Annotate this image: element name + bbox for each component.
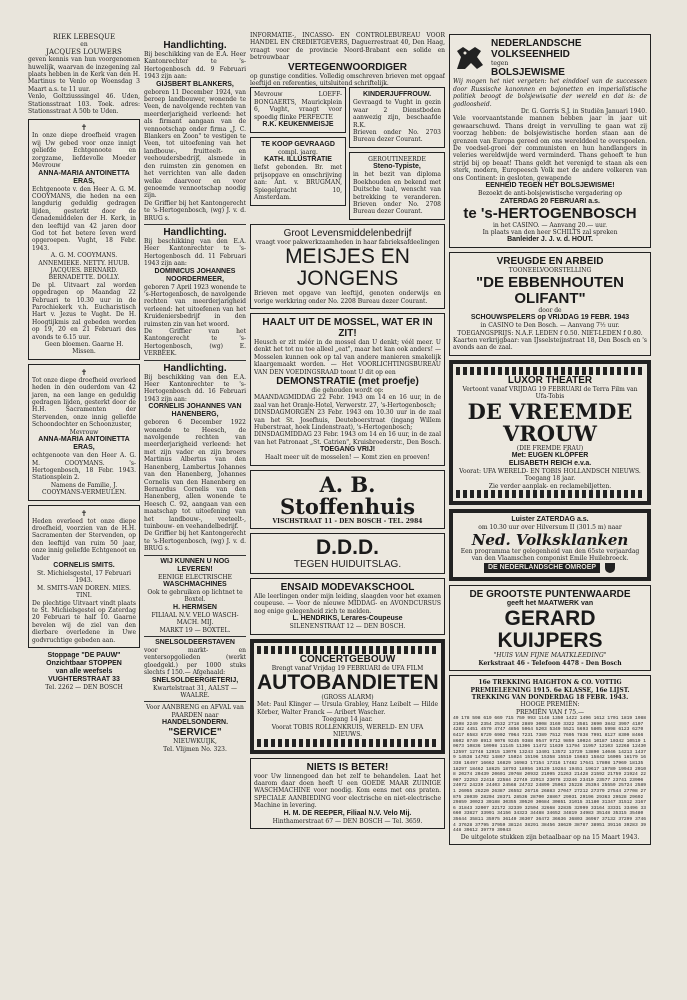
person-name: GIJSBERT BLANKERS,: [156, 80, 234, 88]
notice-signature: De Griffier van het Kantongerecht te 's-Hertogenbosch, (wg) E. VERBEEK.: [144, 328, 246, 358]
vreugde-arbeid-ad: [449, 252, 651, 355]
divider: [144, 701, 246, 702]
ad-cinema: CONCERTGEBOUW: [299, 653, 396, 665]
family-names: Namens de Familie, J. COOYMANS-VERMEULEN.: [42, 481, 126, 497]
ad-address: SILENENSTRAAT 12 — DEN BOSCH.: [289, 623, 406, 631]
ad-line: Vertoont vanaf VRIJDAG 19 FEBRUARI de Terra Film van Ufa-Tobis: [462, 385, 638, 401]
ad-play-title: "DE EBBENHOUTEN OLIFANT": [476, 273, 624, 307]
film-strip: [456, 490, 644, 498]
ad-slogan: EENHEID TEGEN HET BOLSJEWISME!: [485, 182, 615, 190]
divider: [144, 224, 246, 225]
ad-session: DINSDAGMIDDAG 23 Febr. 1943 om 14 en 16 uur, in de zaal van het Patronaat „St. Catrien", Kruisbroederstr., Den Bosch.: [254, 431, 441, 446]
org-name: VOLKSEENHEID: [491, 49, 570, 60]
column-1: [28, 30, 140, 1000]
ad-text: voor markt- en ventersopgolieden (werkt gloedgekl.) per 1000 stuks slechts f 150.— Afgehaald:: [144, 647, 246, 677]
kinderjuffrouw-ad: [349, 87, 445, 147]
divider: [144, 360, 246, 361]
ad-line: Luister ZATERDAG a.s.: [511, 516, 589, 524]
ad-line: In plaats van den heer SCHILTS zal spreken: [482, 228, 618, 236]
campaign-title: BOLSJEWISME: [491, 67, 565, 79]
ad-title: KINDERJUFFROUW.: [362, 91, 432, 99]
ddd-ad: [250, 533, 445, 574]
ad-text: Vele voorvaantstande mannen hebben jaar in jaar uit gewaarschuwd. Thans dreigt in vervulling te gaan wat zij voorzag hebben: de bolsjewistische horden staan aan de grenzen van Europa gereed om ons werelddeel te overspoelen. De voedsel-groei der communisten en hun handlangers in veleries wereldwijde werd verminderd. Thans gehoeft te hun strijd bij op beaat! Thans geldt het verenigd te staan als een sterk, modern, Europeesch Volk met de andere volkeren van ons Continent: in gesloten, gewapende: [453, 115, 647, 182]
kuijpers-ad: [449, 585, 651, 671]
ad-line: om 10.30 uur over Hilversum II (301.5 m) naar: [478, 524, 622, 532]
handlichting-noordermeer: [144, 227, 246, 358]
ad-film-subtitle: (GROSS ALARM): [321, 694, 374, 702]
ad-line: GEROUTINEERDE: [368, 155, 426, 163]
ad-title: D.D.D.: [316, 536, 379, 560]
ad-program-title: Ned. Volksklanken: [471, 530, 629, 549]
ad-line: Zie verder aanplak- en reclamebiljetten.: [488, 482, 612, 490]
volkseenheid-ad: [449, 34, 651, 248]
funeral-info: De plechtige Uitvaart vindt plaats te St. Michielsgestel op Zaterdag 20 Februari te half 10. Gaarne bevelen wij de ziel van den dierbare overledene in Uwe godvruchtige gebeden aan.: [32, 599, 136, 644]
lottery-numbers: 49 178 598 619 669 715 750 993 1148 1350 1422 1496 1612 1701 1819 1988 2108 2249 2354 2532 2718 2889 3008 3169 3322 3581 3690 3842 3997 4107 4282 4451 4579 4747 4856 5064 5203 5349 5521 5693 5805 5998 6123 6270 6417 6583 6729 6902 7064 7231 7389 7512 7695 7838 7991 8127 8309 8466 8602 8749 8913 9076 9245 9388 9547 9712 9859 10024 10187 10342 10519 10673 10836 10998 11145 11306 11472 11639 11794 11957 12103 12268 12430 12597 12748 12915 13076 13243 13401 13572 13729 13890 14046 14213 14379 14538 14702 14867 15024 15196 15358 15519 15683 15842 16005 16179 16338 16497 16662 16829 16983 17154 17316 17482 17641 17808 17969 18135 18297 18462 18625 18793 18956 19120 19284 19451 19617 19780 19943 20108 20274 20439 20601 20768 20932 21095 21263 21428 21592 21759 21924 22087 22253 22418 22584 22749 22913 23078 23246 23410 23577 23741 23906 24072 24239 24403 24568 24732 24899 25063 25228 25394 25559 25724 25891 26055 26220 26387 26552 26716 26883 27047 27212 27379 27544 27708 27875 28039 28204 28371 28536 28700 28867 29031 29196 29363 29528 29692 29859 30023 30188 30355 30520 30684 30851 31015 31180 31347 31512 31676 31843 32007 32172 32339 32504 32668 32835 32999 33164 33331 33496 33660 33827 33991 34156 34323 34488 34652 34819 34983 35148 35315 35480 35644 35811 35975 36140 36307 36472 36636 36803 36967 37132 37299 37464 37628 37795 37959 38124 38291 38456 38620 38787 38951 39116 39283 39448 39612 39779 39943: [453, 716, 646, 834]
ad-text: Een programma ter gelegenheid van den 65ste verjaardag van den Vlaamschen componist Emile Huilebroeck.: [460, 547, 640, 562]
ad-title: VERTEGENWOORDIGER: [288, 61, 407, 73]
ad-address: VISCHSTRAAT 11 - DEN BOSCH - TEL. 2984: [272, 517, 423, 525]
ad-title: Steno-Typiste,: [373, 163, 421, 171]
ad-address: MARKT 19 — BOXTEL.: [159, 626, 231, 634]
notice-body: geboren 6 December 1922 wonende te Heesch, de navolgende rechten van meerderjarigheid verleend: het met zijn vader en zijn broers Martinus Albertus van den Hanenberg, Lambertus Johannes van den Hanenberg, Johannes Cornelis van den Hanenberg en Bernardus Cornelis van den Hanenberg, allen wonende te Heesch C. 92, aangaan van een maatschap tot uitoefening van het landbouw-, veeteelt-, tuinbouw- en veehandelbedrijf.: [144, 419, 246, 530]
quote-text: Wij mogen het niet vergeten: het einddoel van de successen door Russische kanonnen en bajonetten en imperialistische politiek beoogt de bolsjewisatie der wereld en dat is: de godloosheid.: [453, 78, 647, 108]
ad-session: DINSDAGMORGEN 23 Febr. 1943 om 10.30 uur in de zaal van het St. Josefhuis, Deuteboerstraat (ingang Willem Huberstraat, hoek Lindenstraat), 's-Hertogenbosch;: [254, 409, 441, 431]
vertegenwoordiger-ad: [250, 32, 445, 87]
ad-product: WASCHMACHINES: [163, 580, 227, 588]
small-ads-row: [250, 87, 445, 223]
ad-line: van alle weefsels: [55, 668, 113, 676]
ad-line: Onzichtbaar STOPPEN: [46, 660, 122, 668]
ad-slogan: "HUIS VAN FIJNE MAATKLEEDING": [493, 652, 607, 660]
soldeer-ad: [144, 639, 246, 699]
deceased-name: CORNELIS SMITS.: [53, 561, 115, 569]
obituary-text: In onze diepe droefheid vragen wij Uw gebed voor onze innigt geliefde Echtgenoote en zorgzame, liefdevolle Moeder Mevrouw: [32, 132, 136, 170]
tegen-word: tegen: [491, 60, 509, 67]
ad-text: Brieven onder No. 2703 Bureau dezer Courant.: [353, 129, 441, 144]
ad-subtitle: DEMONSTRATIE (met proefje): [276, 375, 419, 387]
ad-line: EENIGE ELECTRISCHE: [158, 573, 232, 581]
funeral-info: De pl. Uitvaart zal worden opgedragen op Maandag 22 Februari te 10.30 uur in de Parochiekerk v.h. Eucharistisch Hart v. Jezus te Vught. De H. Hoogtijkmis zal gebeden worden op 19, 20 en 21 Februari des avonds te 6.15 uur.: [32, 281, 136, 341]
ad-line: Bezoekt de anti-bolsjewistische vergadering op: [478, 190, 622, 198]
column-2: [144, 30, 246, 1000]
keukenmeisje-ad: [250, 87, 346, 133]
ad-place: te 's-HERTOGENBOSCH: [463, 204, 637, 222]
ad-text: op gunstige condities. Volledig omschreven brieven met opgaaf leeftijd en referenties, uitsluitend schriftelijk.: [250, 72, 445, 88]
ad-age: Toegang 14 jaar.: [322, 716, 373, 724]
groom-name: JACQUES LOUWERS: [46, 47, 122, 56]
ad-line: door de: [538, 306, 562, 314]
family-names: M. SMITS-VAN DOREN. MIES. TINI.: [37, 584, 131, 600]
cross-icon: ✝: [80, 367, 88, 377]
film-strip: [257, 646, 438, 654]
ad-support: Voorat TOBIS ROLLENKRUIS, WERELD- EN UFA NIEUWS.: [271, 723, 424, 739]
ad-company: GERARD KUIJPERS: [497, 607, 603, 653]
lottery-subheading: PREMIËN VAN f 75.—: [515, 708, 585, 716]
engagement-notice: [28, 34, 140, 115]
ad-speaker: Banleider J. J. v. d. HOUT.: [507, 236, 593, 244]
ad-address: Kerkstraat 46 - Telefoon 4478 - Den Bosch: [478, 659, 622, 667]
ad-line: compl. jaarg.: [278, 149, 318, 157]
notice-intro: Bij beschikking van den E.A. Heer Kantonrechter te 's-Hertogenbosch dd. 11 Februari 1943 zijn aan:: [144, 237, 246, 268]
ad-title: Stoppage "DE PAUW": [47, 652, 121, 660]
notice-body: geboren 11 December 1924, van beroep landbouwer, wonende te Veen, de navolgende rechten van meerderjarigheid verleend: het als firmant aangaan van de vennootschap onder firma „J. C. Blankers en Zoon" te vestigen te Veen, tot uitoefening van het landbouw-, fruitteelt- en veehoudersbedrijf, alsmede in den ruimsten zin genomen en het verrichten van alle daden welke daarvoor en voor genoemde vennootschap noodig zijn.: [144, 88, 246, 200]
person-name: DOMINICUS JOHANNES NOORDERMEER,: [154, 267, 236, 283]
family-names: A. G. M. COOYMANS. ANNEMIEKE. NETTY. HUUB. JACQUES. BERNARD. BERNADETTE. DOLLY.: [38, 252, 130, 282]
ad-title: TE KOOP GEVRAAGD: [261, 141, 335, 149]
niets-beter-ad: [250, 758, 445, 829]
ad-text: Gevraagd te Vught in gezin waar 2 Dienstboden aanwezig zijn, beschaafde R.K.: [353, 99, 441, 129]
ad-venue: in CASINO te Den Bosch. — Aanvang 7½ uur.: [480, 322, 620, 330]
ad-text: liefst gebonden. Br. met prijsopgave en omschrijving aan: Ant. v. BRUGMAN, Spiegelgracht 10, Amsterdam.: [254, 164, 342, 202]
ad-text: INFORMATIE-, INCASSO- EN CONTROLEBUREAU VOOR HANDEL EN CREDIETGEVERS, Daguerrestraat 40, Den Haag, vraagt voor de provincie Noord-Brabant een solide en betrouwbaar: [250, 32, 445, 62]
lottery-results: [449, 675, 651, 845]
ad-line: geeft het MAATWERK van: [506, 600, 594, 608]
quote-author: Dr. G. Gorris S.J. in Studiën Januari 1940.: [520, 108, 647, 116]
service-ad: [144, 704, 246, 753]
divider: [144, 636, 246, 637]
ad-title: R.K. KEUKENMEISJE: [262, 121, 334, 129]
ad-text: in het bezit van diploma Boekhouden en bekend met Duitsche taal, wenscht van betrekking te veranderen. Brieven onder No. 2708 Bureau dezer Courant.: [353, 171, 441, 216]
ad-title: NIETS IS BETER!: [306, 761, 389, 773]
section-heading: Handlichting.: [163, 226, 227, 238]
ad-line: TOONEELVOORSTELLING: [508, 267, 592, 275]
divider: [144, 555, 246, 556]
obituary-eras-1: [28, 119, 140, 359]
ad-line: FILIAAL N.V. VELO WASCH-MACH. MIJ.: [151, 611, 239, 627]
modevakschool-ad: [250, 578, 445, 635]
notice-body: geboren 7 April 1923 wonende te 's-Hertogenbosch, de navolgende rechten van meerderjarigheid verleend: het uitoefenen van het Kruideniersbedrijf in den ruimsten zin van het woord.: [144, 283, 246, 328]
ad-tickets: Kaarten verkrijgbaar: van IJsselsteijnstraat 18, Den Bosch en 's avonds aan de zaal.: [453, 336, 647, 352]
ad-film-title: DE VREEMDE VROUW: [467, 398, 633, 446]
ad-line: Ook te gebruiken op lichtnet te Boxtel.: [147, 588, 243, 604]
volkseenheid-header: [453, 38, 647, 78]
obituary-text: Heden overleed tot onze diepe droefheid, voorzien van de H.H. Sacramenten der Stervenden, op den leeftijd van ruim 50 jaar, onze innig geliefde Echtgenoot en Vader: [32, 517, 136, 562]
ad-film-subtitle: (DIE FREMDE FRAU): [516, 444, 584, 452]
ad-session: MAANDAGMIDDAG 22 Febr. 1943 om 14 en 16 uur, in de zaal van het Oranje-Hotel, Verwerstr. 27, 's-Hertogenbosch;: [254, 394, 441, 409]
small-ads-left: [250, 87, 346, 223]
obituary-date: St. Michielsgestel, 17 Februari 1943.: [36, 569, 132, 585]
waschmachines-ad: [144, 558, 246, 634]
stoppage-ad: [28, 652, 140, 691]
ad-prices: TOEGANGSPRIJS: N.A.F. LEDEN f 0.50. NIET-LEDEN f 0.80.: [457, 329, 643, 337]
ad-product: KATH. ILLUSTRATIE: [264, 156, 332, 164]
lottery-footer: De uitgelote stukken zijn betaalbaar op na 15 Maart 1943.: [460, 833, 640, 841]
ad-text: Heusch er zit méér in de mossel dan U denkt; véél meer. U denkt het tot nu toe alleel „eat", maar het kan ook anders! — Mosselen kunnen ook op tal van andere manieren smakelijk klaargemaakt worden. — Het VOORLICHTINGSBUREAU VAN DEN VOEDINGSRAAD toont U dit op een: [254, 338, 441, 376]
ad-company: H. HERMSEN: [173, 603, 217, 611]
ad-title: HAALT UIT DE MOSSEL, WAT ER IN ZIT!: [262, 316, 433, 339]
notice-signature: De Griffier bij het Kantongerecht te 's-Hertogenbosch, (wg) J. v. d. BRUG s.: [144, 199, 246, 222]
handlichting-hanenberg: [144, 363, 246, 553]
notice-intro: Bij beschikking van den E.A. Heer Kantonrechter te 's-Hertogenbosch dd. 16 Februari 1943 zijn aan:: [144, 373, 246, 403]
ad-free-entry: TOEGANG VRIJ!: [319, 446, 376, 454]
section-heading: Handlichting.: [163, 362, 227, 374]
ad-title: ENSAID MODEVAKSCHOOL: [280, 582, 415, 594]
obituary-details: echtgenoote van den Heer A. G. M. COOYMANS. 's-Hertogenbosch, 18 Febr. 1943. Stationsplein 2.: [32, 452, 136, 482]
obituary-eras-2: [28, 364, 140, 501]
ad-cinema: LUXOR THEATER: [507, 374, 593, 386]
deceased-name: ANNA-MARIA ANTOINETTA ERAS,: [38, 436, 130, 452]
ad-subtitle: TEGEN HUIDUITSLAG.: [293, 559, 402, 571]
column-4: [449, 30, 651, 1000]
engagement-text: geven kennis van hun voorgenomen huwelijk, waarvan de inzegening zal plaats hebben in de Kerk van den H. Martinus te Venlo op Woensdag 3 Maart a.s. te 11 uur.: [28, 56, 140, 93]
obituary-smits: [28, 505, 140, 649]
no-flowers-note: Geen bloemen. Gaarne H. Missen.: [44, 341, 124, 356]
ad-teacher: L. HENDRIKS, Lerares-Coupeuse: [292, 615, 403, 623]
ad-support: Voorat: UFA WERELD- EN TOBIS HOLLANDSCH NIEUWS. Toegang 18 jaar.: [459, 467, 641, 483]
omroep-ad: [449, 509, 651, 581]
ad-line: Voor AANBRENG en AFVAL van PAARDEN naar: [146, 704, 244, 719]
person-name: CORNELIS JOHANNES VAN HANENBERG,: [148, 403, 242, 419]
ad-performers: SCHOUWSPELERS op VRIJDAG 19 FEBR. 1943: [470, 314, 630, 322]
ad-line: die gehouden wordt op:: [311, 386, 384, 394]
column-3: [250, 30, 445, 1000]
ad-company: H. M. DE REEPER, Filiaal N.V. Velo Mij.: [283, 809, 412, 817]
ad-company: HANDELSONDERN.: [161, 719, 229, 727]
ad-phone: Tel. 2262 — DEN BOSCH: [45, 684, 123, 692]
ad-place: NIEUWKUIJK,: [173, 738, 217, 746]
steno-ad: [349, 152, 445, 220]
ad-address: VUGHTERSTRAAT 33: [48, 676, 120, 684]
lottery-heading: 16e TREKKING HAIGHTON & CO. VOTTIG PREMIELEENING 1915. 6e KLASSE, 16e LIJST. TREKKING VAN DONDERDAG 18 FEBR. 1943.: [470, 679, 630, 702]
ad-cast: Met: EUGEN KLÖPFER: [511, 451, 589, 459]
obituary-text: Tot onze diepe droefheid overleed heden in den ouderdom van 42 jaren, na een lange en geduldig gedragen lijden, gesterkt door de H.H. Sacramenten der Stervenden, onze innig geliefde Schoondochter en Schoonzuster,: [32, 376, 136, 429]
ad-company: Groot Levensmiddelenbedrijf: [283, 227, 412, 239]
obituary-details: Echtgenoote v. den Heer A. G. M. COOYMANS, die heden na een langdurig geduldig gedragen lijden, gesterkt door de Genademiddelen der H. Kerk, in den leeftijd van 42 jaren door God tot het betere leven werd opgeroepen. Vught, 18 Febr. 1943.: [32, 185, 136, 252]
org-name: NEDERLANDSCHE: [491, 38, 582, 49]
shield-icon: [604, 562, 616, 574]
film-strip: [456, 367, 644, 375]
ad-title: SNELSOLDEERSTAVEN: [155, 639, 235, 646]
ad-title: WIJ KUNNEN U NOG LEVEREN!: [160, 557, 230, 573]
ad-address: Kwartelstraat 31, AALST — WAALRE.: [153, 684, 237, 700]
ad-company: SNELSOLDEERGIETERIJ,: [151, 676, 239, 684]
bride-name: RIEK LEBESQUE: [52, 33, 116, 41]
ad-film-title: AUTOBANDIETEN: [257, 671, 439, 695]
levensmiddelen-ad: [250, 224, 445, 309]
ad-text: voor Uw linnengoed dan het zelf te behandelen. Laat het daarom daar doen heeft U een GOEDE MAAR ZUINIGE WASCHMACHINE voor noodig. Kom eens met ons praten. SPECIALE AANBIEDING voor electrische en niet-electrische Machine in levering.: [254, 772, 441, 810]
volkseenheid-title: [491, 38, 582, 78]
engagement-addresses: Venlo, Goltziusssingel 46. Uden, Stationsstraat 103. Toek. adres: Stationsstraat A 50b te Uden.: [28, 93, 140, 116]
cross-icon: ✝: [80, 123, 88, 133]
notice-signature: De Griffier bij het Kantongerecht te 's-Hertogenbosch, (wg) J. v. d. BRUG s.: [144, 530, 246, 553]
ad-venue: in het CASINO. — Aanvang 20.— uur.: [492, 221, 607, 229]
deceased-name: ANNA-MARIA ANTOINETTA ERAS,: [38, 169, 130, 185]
ad-cast: ELISABETH REICH e.v.a.: [508, 459, 592, 467]
ad-cast: Met: Paul Klinger — Ursula Grabley, Hanz Leibelt — Hilde Körber, Walter Franck — Aribert Wascher.: [257, 701, 438, 716]
title-mevrouw: Mevrouw: [69, 428, 99, 436]
ad-org: VREUGDE EN ARBEID: [496, 256, 604, 268]
omroep-name: DE NEDERLANDSCHE OMROEP: [484, 563, 600, 573]
ad-title: DE GROOTSTE PUNTENWAARDE: [469, 589, 631, 601]
ad-phone: Tel. Vlijmen No. 323.: [163, 745, 227, 753]
ad-slogan: Haalt meer uit de mosselen! — Komt zien en proeven!: [265, 454, 430, 462]
cross-icon: ✝: [80, 508, 88, 518]
ad-title: "SERVICE": [168, 727, 222, 739]
stoffenhuis-ad: [250, 470, 445, 529]
lottery-subheading: HOOGE PREMIËN:: [520, 701, 580, 709]
concertgebouw-ad: [250, 639, 445, 754]
small-ads-right: [349, 87, 445, 223]
ad-title: MEISJES EN JONGENS: [285, 245, 410, 291]
mossel-ad: [250, 313, 445, 466]
omroep-footer: [456, 562, 644, 574]
te-koop-ad: [250, 137, 346, 205]
and-word: en: [80, 41, 88, 49]
ad-date: ZATERDAG 20 FEBRUARI a.s.: [500, 197, 600, 205]
ad-text: Brieven met opgave van leeftijd, genoten onderwijs en vorige werkkring onder No. 2208 Bureau dezer Courant.: [254, 290, 441, 305]
ad-line: Brengt vanaf Vrijdag 19 FEBRUARI de UFA FILM: [271, 664, 424, 672]
ad-title: A. B. Stoffenhuis: [279, 471, 416, 519]
luxor-ad: [449, 360, 651, 505]
film-strip: [257, 739, 438, 747]
handlichting-blankers: [144, 40, 246, 222]
lion-icon: [453, 43, 487, 73]
section-heading: Handlichting.: [163, 40, 227, 51]
ad-line: vraagt voor pakwerkzaamheden in haar fabrieksafdeelingen: [255, 238, 440, 246]
ad-text: Mevrouw LOEFF-BONGAERTS, Maurickplein 6, Vught, vraagt voor spoedig flinke PERFECTE: [254, 91, 342, 121]
ad-text: Alle leerlingen onder mijn leiding, slaagden voor het examen coupeuse. — Voor de nieuwe MIDDAG- en AVONDCURSUS nog enige gelegenheid zich te melden.: [254, 593, 441, 615]
ad-address: Hinthamerstraat 67 — DEN BOSCH — Tel. 3659.: [272, 817, 423, 825]
notice-intro: Bij beschikking van de E.A. Heer Kantonrechter te 's-Hertogenbosch dd. 9 Februari 1943 zijn aan:: [144, 51, 246, 81]
